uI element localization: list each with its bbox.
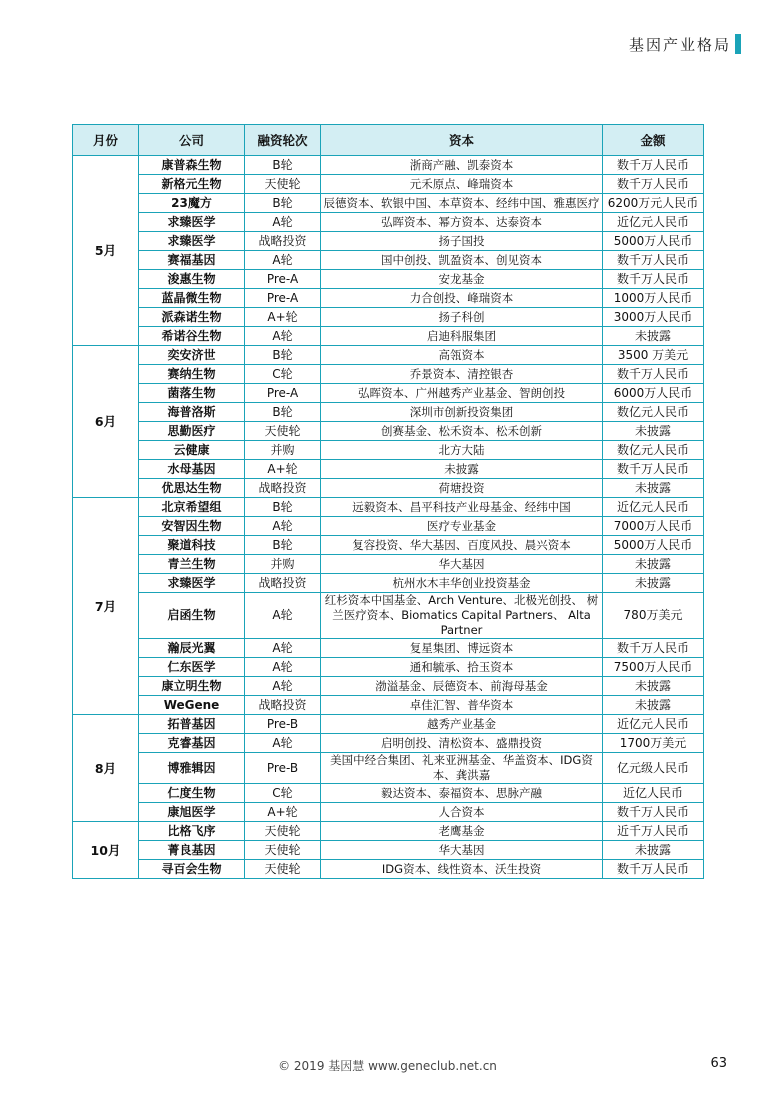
- capital-cell: 浙商产融、凯泰资本: [321, 156, 603, 175]
- company-cell: 启函生物: [139, 593, 245, 639]
- capital-cell: 渤溢基金、辰德资本、前海母基金: [321, 677, 603, 696]
- amount-cell: 7000万人民币: [603, 517, 704, 536]
- amount-cell: 未披露: [603, 327, 704, 346]
- month-cell: 10月: [73, 822, 139, 879]
- company-cell: 23魔方: [139, 194, 245, 213]
- company-cell: 仁度生物: [139, 784, 245, 803]
- round-cell: B轮: [245, 156, 321, 175]
- table-row: [73, 715, 704, 734]
- header-title: 基因产业格局: [628, 36, 731, 54]
- amount-cell: 数千万人民币: [603, 860, 704, 879]
- company-cell: 博雅辑因: [139, 753, 245, 784]
- company-cell: 北京希望组: [139, 498, 245, 517]
- company-cell: 蓝晶微生物: [139, 289, 245, 308]
- company-cell: 青兰生物: [139, 555, 245, 574]
- round-cell: 天使轮: [245, 822, 321, 841]
- capital-cell: 元禾原点、峰瑞资本: [321, 175, 603, 194]
- round-cell: A轮: [245, 639, 321, 658]
- capital-cell: 辰德资本、软银中国、本草资本、经纬中国、雅惠医疗: [321, 194, 603, 213]
- company-cell: 拓普基因: [139, 715, 245, 734]
- company-cell: 求臻医学: [139, 574, 245, 593]
- company-cell: 云健康: [139, 441, 245, 460]
- capital-cell: 老鹰基金: [321, 822, 603, 841]
- amount-cell: 未披露: [603, 422, 704, 441]
- round-cell: A轮: [245, 734, 321, 753]
- company-cell: 安智因生物: [139, 517, 245, 536]
- amount-cell: 数千万人民币: [603, 803, 704, 822]
- company-cell: WeGene: [139, 696, 245, 715]
- amount-cell: 3500 万美元: [603, 346, 704, 365]
- table-row: [73, 803, 704, 822]
- capital-cell: 力合创投、峰瑞资本: [321, 289, 603, 308]
- table-row: [73, 175, 704, 194]
- amount-cell: 1700万美元: [603, 734, 704, 753]
- amount-cell: 3000万人民币: [603, 308, 704, 327]
- financing-table-container: [72, 124, 703, 879]
- capital-cell: IDG资本、线性资本、沃生投资: [321, 860, 603, 879]
- amount-cell: 近千万人民币: [603, 822, 704, 841]
- company-cell: 仁东医学: [139, 658, 245, 677]
- round-cell: A轮: [245, 327, 321, 346]
- amount-cell: 未披露: [603, 479, 704, 498]
- amount-cell: 亿元级人民币: [603, 753, 704, 784]
- amount-cell: 6200万元人民币: [603, 194, 704, 213]
- month-cell: 8月: [73, 715, 139, 822]
- table-row: [73, 270, 704, 289]
- column-header: 金额: [603, 125, 704, 156]
- table-row: [73, 841, 704, 860]
- company-cell: 新格元生物: [139, 175, 245, 194]
- company-cell: 派森诺生物: [139, 308, 245, 327]
- company-cell: 菁良基因: [139, 841, 245, 860]
- table-row: [73, 403, 704, 422]
- round-cell: A轮: [245, 213, 321, 232]
- amount-cell: 未披露: [603, 696, 704, 715]
- table-row: [73, 593, 704, 639]
- round-cell: 天使轮: [245, 175, 321, 194]
- round-cell: Pre-A: [245, 384, 321, 403]
- company-cell: 克睿基因: [139, 734, 245, 753]
- round-cell: A轮: [245, 593, 321, 639]
- round-cell: 天使轮: [245, 841, 321, 860]
- round-cell: Pre-B: [245, 753, 321, 784]
- round-cell: A+轮: [245, 460, 321, 479]
- round-cell: 战略投资: [245, 574, 321, 593]
- amount-cell: 数千万人民币: [603, 156, 704, 175]
- table-row: [73, 639, 704, 658]
- table-row: [73, 677, 704, 696]
- capital-cell: 启明创投、清松资本、盛鼎投资: [321, 734, 603, 753]
- capital-cell: 复容投资、华大基因、百度风投、晨兴资本: [321, 536, 603, 555]
- round-cell: Pre-A: [245, 270, 321, 289]
- table-body: [73, 156, 704, 879]
- table-row: [73, 536, 704, 555]
- round-cell: 战略投资: [245, 696, 321, 715]
- column-header: 融资轮次: [245, 125, 321, 156]
- table-row: [73, 498, 704, 517]
- capital-cell: 启迪科服集团: [321, 327, 603, 346]
- capital-cell: 毅达资本、泰福资本、思脉产融: [321, 784, 603, 803]
- table-row: [73, 860, 704, 879]
- amount-cell: 数千万人民币: [603, 365, 704, 384]
- company-cell: 聚道科技: [139, 536, 245, 555]
- company-cell: 水母基因: [139, 460, 245, 479]
- round-cell: B轮: [245, 498, 321, 517]
- round-cell: A+轮: [245, 803, 321, 822]
- capital-cell: 复星集团、博远资本: [321, 639, 603, 658]
- round-cell: B轮: [245, 536, 321, 555]
- round-cell: Pre-A: [245, 289, 321, 308]
- company-cell: 比格飞序: [139, 822, 245, 841]
- company-cell: 奕安济世: [139, 346, 245, 365]
- company-cell: 赛福基因: [139, 251, 245, 270]
- capital-cell: 创赛基金、松禾资本、松禾创新: [321, 422, 603, 441]
- company-cell: 浚惠生物: [139, 270, 245, 289]
- company-cell: 求臻医学: [139, 213, 245, 232]
- table-row: [73, 658, 704, 677]
- amount-cell: 数亿元人民币: [603, 403, 704, 422]
- table-row: [73, 194, 704, 213]
- amount-cell: 数千万人民币: [603, 639, 704, 658]
- round-cell: A轮: [245, 677, 321, 696]
- capital-cell: 美国中经合集团、礼来亚洲基金、华盖资本、IDG资本、龚洪嘉: [321, 753, 603, 784]
- table-row: [73, 460, 704, 479]
- round-cell: A轮: [245, 251, 321, 270]
- footer-copyright: © 2019 基因慧 www.geneclub.net.cn: [278, 1059, 497, 1073]
- round-cell: A轮: [245, 517, 321, 536]
- capital-cell: 人合资本: [321, 803, 603, 822]
- column-header: 月份: [73, 125, 139, 156]
- company-cell: 思勤医疗: [139, 422, 245, 441]
- table-row: [73, 327, 704, 346]
- company-cell: 瀚辰光翼: [139, 639, 245, 658]
- table-row: [73, 517, 704, 536]
- table-row: [73, 232, 704, 251]
- amount-cell: 未披露: [603, 574, 704, 593]
- round-cell: B轮: [245, 194, 321, 213]
- column-header: 资本: [321, 125, 603, 156]
- amount-cell: 近亿元人民币: [603, 498, 704, 517]
- round-cell: 并购: [245, 555, 321, 574]
- header-accent-bar: [735, 34, 741, 54]
- capital-cell: 国中创投、凯盈资本、创见资本: [321, 251, 603, 270]
- company-cell: 寻百会生物: [139, 860, 245, 879]
- column-header: 公司: [139, 125, 245, 156]
- round-cell: 并购: [245, 441, 321, 460]
- table-row: [73, 696, 704, 715]
- amount-cell: 未披露: [603, 677, 704, 696]
- company-cell: 求臻医学: [139, 232, 245, 251]
- round-cell: 战略投资: [245, 232, 321, 251]
- amount-cell: 近亿元人民币: [603, 213, 704, 232]
- capital-cell: 扬子国投: [321, 232, 603, 251]
- amount-cell: 数千万人民币: [603, 460, 704, 479]
- round-cell: B轮: [245, 346, 321, 365]
- amount-cell: 近亿元人民币: [603, 715, 704, 734]
- capital-cell: 远毅资本、昌平科技产业母基金、经纬中国: [321, 498, 603, 517]
- table-row: [73, 289, 704, 308]
- table-row: [73, 213, 704, 232]
- round-cell: 战略投资: [245, 479, 321, 498]
- amount-cell: 数亿元人民币: [603, 441, 704, 460]
- table-row: [73, 156, 704, 175]
- capital-cell: 高瓴资本: [321, 346, 603, 365]
- round-cell: C轮: [245, 784, 321, 803]
- round-cell: 天使轮: [245, 422, 321, 441]
- table-row: [73, 822, 704, 841]
- table-row: [73, 479, 704, 498]
- company-cell: 希诺谷生物: [139, 327, 245, 346]
- company-cell: 赛纳生物: [139, 365, 245, 384]
- company-cell: 优思达生物: [139, 479, 245, 498]
- capital-cell: 弘晖资本、幂方资本、达泰资本: [321, 213, 603, 232]
- table-row: [73, 753, 704, 784]
- capital-cell: 弘晖资本、广州越秀产业基金、智朗创投: [321, 384, 603, 403]
- round-cell: B轮: [245, 403, 321, 422]
- company-cell: 菌落生物: [139, 384, 245, 403]
- month-cell: 6月: [73, 346, 139, 498]
- table-row: [73, 384, 704, 403]
- capital-cell: 医疗专业基金: [321, 517, 603, 536]
- capital-cell: 通和毓承、拾玉资本: [321, 658, 603, 677]
- amount-cell: 数千万人民币: [603, 270, 704, 289]
- amount-cell: 7500万人民币: [603, 658, 704, 677]
- month-cell: 7月: [73, 498, 139, 715]
- amount-cell: 1000万人民币: [603, 289, 704, 308]
- company-cell: 康立明生物: [139, 677, 245, 696]
- round-cell: A+轮: [245, 308, 321, 327]
- capital-cell: 安龙基金: [321, 270, 603, 289]
- amount-cell: 未披露: [603, 841, 704, 860]
- round-cell: Pre-B: [245, 715, 321, 734]
- round-cell: 天使轮: [245, 860, 321, 879]
- company-cell: 康旭医学: [139, 803, 245, 822]
- table-row: [73, 251, 704, 270]
- table-row: [73, 308, 704, 327]
- page-number: 63: [710, 1056, 727, 1071]
- table-header-row: [73, 125, 704, 156]
- capital-cell: 卓佳汇智、普华资本: [321, 696, 603, 715]
- financing-table: [72, 124, 704, 879]
- table-row: [73, 574, 704, 593]
- capital-cell: 华大基因: [321, 841, 603, 860]
- capital-cell: 越秀产业基金: [321, 715, 603, 734]
- amount-cell: 780万美元: [603, 593, 704, 639]
- capital-cell: 未披露: [321, 460, 603, 479]
- table-row: [73, 784, 704, 803]
- amount-cell: 数千万人民币: [603, 251, 704, 270]
- amount-cell: 未披露: [603, 555, 704, 574]
- round-cell: A轮: [245, 658, 321, 677]
- table-row: [73, 555, 704, 574]
- month-cell: 5月: [73, 156, 139, 346]
- amount-cell: 5000万人民币: [603, 232, 704, 251]
- capital-cell: 华大基因: [321, 555, 603, 574]
- company-cell: 康普森生物: [139, 156, 245, 175]
- table-row: [73, 441, 704, 460]
- table-row: [73, 365, 704, 384]
- capital-cell: 杭州水木丰华创业投资基金: [321, 574, 603, 593]
- capital-cell: 红杉资本中国基金、Arch Venture、北极光创投、 树兰医疗资本、Biomatics Capital Partners、 Alta Partner: [321, 593, 603, 639]
- capital-cell: 荷塘投资: [321, 479, 603, 498]
- company-cell: 海普洛斯: [139, 403, 245, 422]
- table-row: [73, 346, 704, 365]
- amount-cell: 近亿人民币: [603, 784, 704, 803]
- capital-cell: 深圳市创新投资集团: [321, 403, 603, 422]
- amount-cell: 数千万人民币: [603, 175, 704, 194]
- capital-cell: 北方大陆: [321, 441, 603, 460]
- capital-cell: 乔景资本、清控银杏: [321, 365, 603, 384]
- amount-cell: 5000万人民币: [603, 536, 704, 555]
- round-cell: C轮: [245, 365, 321, 384]
- amount-cell: 6000万人民币: [603, 384, 704, 403]
- table-row: [73, 422, 704, 441]
- capital-cell: 扬子科创: [321, 308, 603, 327]
- table-row: [73, 734, 704, 753]
